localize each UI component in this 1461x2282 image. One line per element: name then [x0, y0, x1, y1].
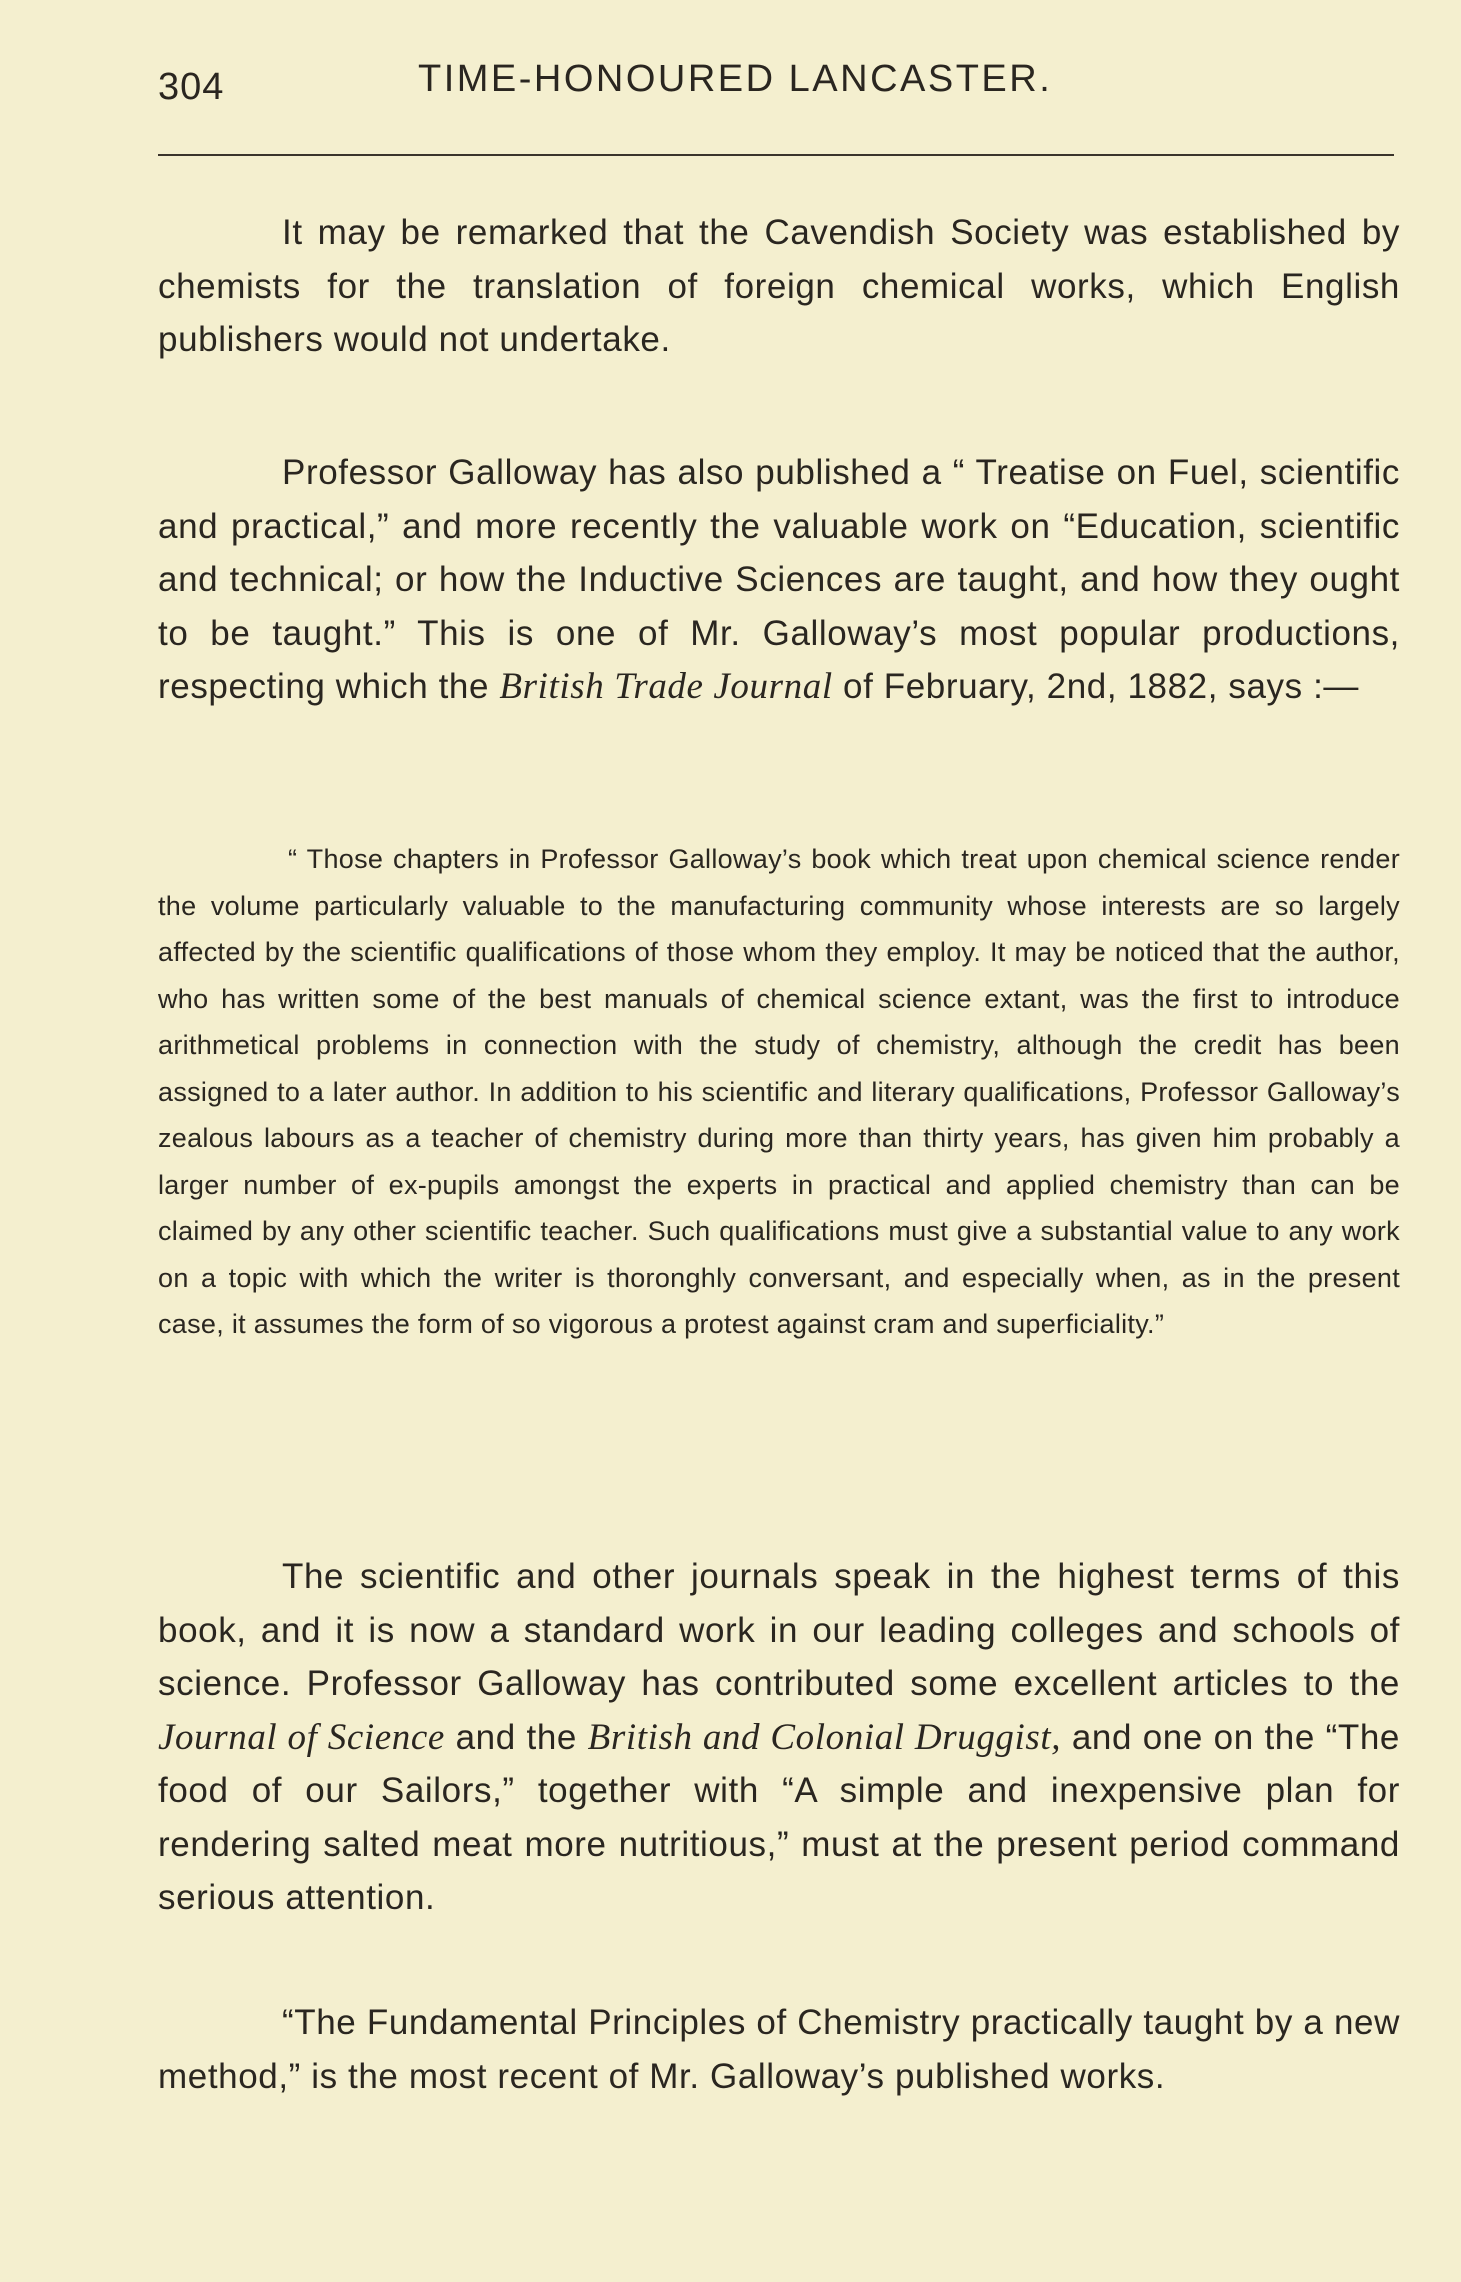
paragraph-text: “The Fundamental Principles of Chemistry practically taught by a new method,” is the most recent of Mr. Galloway’s published works.: [158, 2003, 1400, 2096]
paragraph-fundamental-principles: [158, 1996, 1400, 2103]
page-number: 304: [158, 66, 225, 108]
paragraph-scientific-journals: [158, 1550, 1400, 1925]
page-header: [158, 50, 1398, 120]
paragraph-text: The scientific and other journals speak in the highest terms of this book, and it is now a standard work in our leading colleges and schools of science. Professor Galloway has contributed some excellent articles to the: [158, 1557, 1400, 1703]
running-head: TIME-HONOURED LANCASTER.: [418, 58, 1053, 100]
quotation-text: “ Those chapters in Professor Galloway’s book which treat upon chemical science render the volume particularly valuable to the manufacturing community whose interests are so largely affected by the scientific qualifications of those whom they employ. It may be noticed that the author, who has written some of the best manuals of chemical science extant, was the first to introduce arithmetical problems in connection with the study of chemistry, although the credit has been assigned to a later author. In addition to his scientific and literary qualifications, Professor Galloway’s zealous labours as a teacher of chemistry during more than thirty years, has given him probably a larger number of ex-pupils amongst the experts in practical and applied chemistry than can be claimed by any other scientific teacher. Such qualifications must give a substantial value to any work on a topic with which the writer is thoronghly conversant, and especially when, as in the present case, it assumes the form of so vigorous a protest against cram and superficiality.”: [158, 844, 1400, 1339]
journal-title-journal-of-science: Journal of Science: [158, 1716, 445, 1758]
journal-title-british-trade-journal: British Trade Journal: [499, 666, 833, 707]
paragraph-cavendish-society: [158, 206, 1400, 367]
paragraph-text: and one on the “The food of our Sailors,” together with “A simple and inexpensive plan for rendering salted meat more nutritious,” must at the present period command serious attention.: [158, 1717, 1400, 1917]
paragraph-text: and the: [444, 1717, 588, 1757]
block-quotation: [158, 836, 1400, 1348]
paragraph-treatise-on-fuel: [158, 446, 1400, 714]
header-rule: [158, 154, 1394, 156]
journal-title-british-colonial-druggist: British and Colonial Druggist,: [587, 1716, 1062, 1758]
paragraph-text: It may be remarked that the Cavendish Society was established by chemists for the translation of foreign chemical works, which English publishers would not undertake.: [158, 213, 1400, 359]
paragraph-text: of February, 2nd, 1882, says :—: [832, 667, 1360, 706]
paragraph-text: Professor Galloway has also published a “ Treatise on Fuel, scientific and practical,” and more recently the valuable work on “Education, scientific and technical; or how the Inductive Sciences are taught, and how they ought to be taught.” This is one of Mr. Galloway’s most popular productions, respecting which the: [158, 453, 1400, 706]
